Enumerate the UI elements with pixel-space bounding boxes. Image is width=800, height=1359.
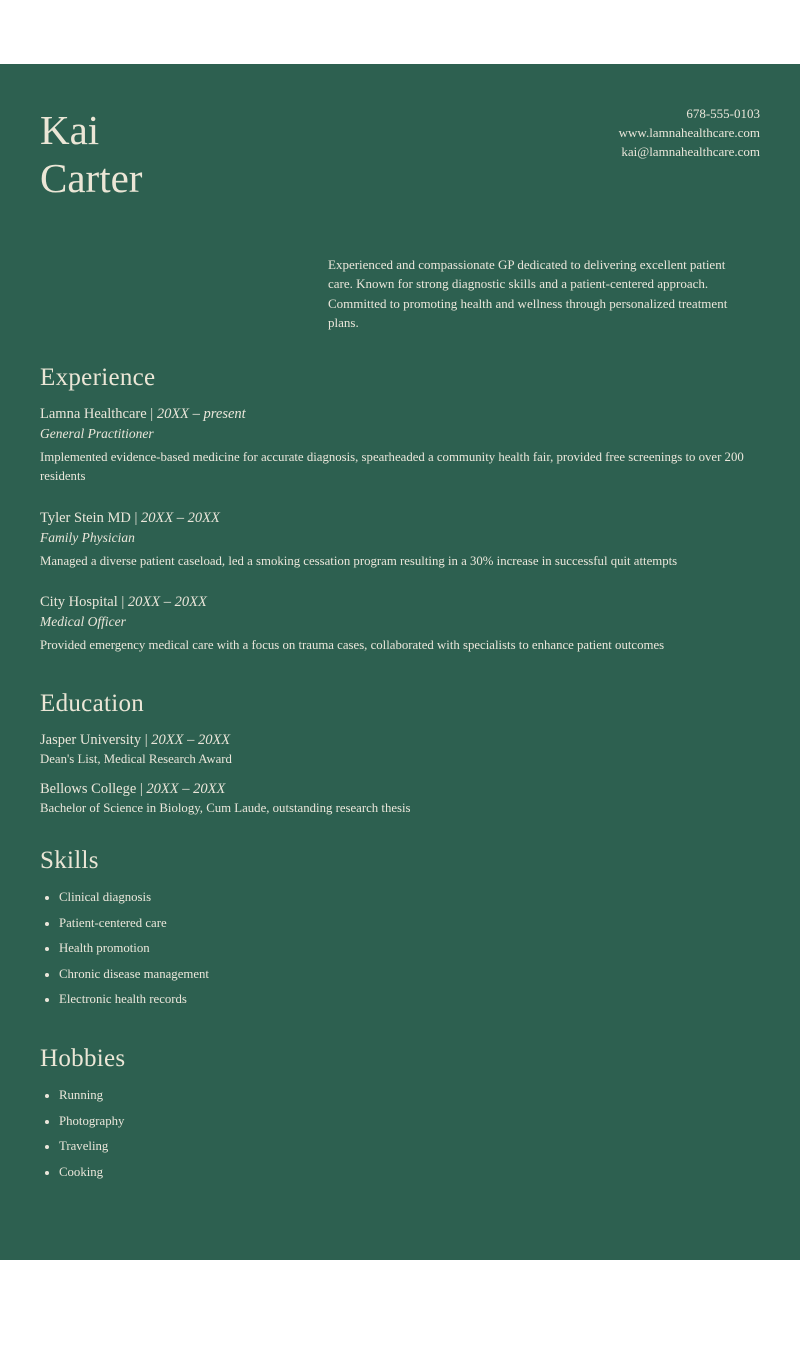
- last-name: Carter: [40, 155, 143, 201]
- job-role: Medical Officer: [40, 614, 126, 630]
- skill-item: Clinical diagnosis: [40, 885, 760, 911]
- skills-list: [40, 885, 760, 1013]
- job-role: Family Physician: [40, 529, 135, 545]
- hobbies-list: [40, 1083, 760, 1185]
- experience-item: [40, 593, 760, 655]
- hobby-item: Running: [40, 1083, 760, 1109]
- section-heading-skills: Skills: [40, 847, 99, 874]
- resume-page: [0, 64, 800, 1260]
- education-header: [40, 780, 760, 799]
- education-section: [40, 689, 760, 817]
- contact-phone: 678-555-0103: [686, 106, 760, 121]
- job-header: [40, 405, 760, 424]
- skill-item: Electronic health records: [40, 987, 760, 1013]
- skills-section: [40, 846, 760, 1013]
- job-dates: 20XX – present: [156, 406, 246, 422]
- education-item: [40, 731, 760, 768]
- job-company: City Hospital: [40, 594, 118, 611]
- education-separator: |: [136, 781, 147, 797]
- section-heading-hobbies: Hobbies: [40, 1045, 126, 1072]
- experience-section: [40, 363, 760, 656]
- job-company: Tyler Stein MD: [40, 509, 131, 526]
- job-description: Provided emergency medical care with a focus on trauma cases, collaborated with specialists to enhance patient outcomes: [40, 638, 665, 653]
- education-separator: |: [141, 732, 152, 748]
- job-description: Implemented evidence-based medicine for accurate diagnosis, spearheaded a community health fair, provided free screenings to over 200 residents: [40, 450, 744, 484]
- contact-info: [619, 104, 760, 161]
- profile-summary: Experienced and compassionate GP dedicated to delivering excellent patient care. Known for strong diagnostic skills and a patient-centered approach. Committed to promoting health and wellness through personalized treatment plans.: [328, 257, 728, 331]
- first-name: Kai: [40, 107, 100, 153]
- job-role: General Practitioner: [40, 426, 154, 441]
- education-school: Jasper University: [40, 732, 142, 748]
- hobby-item: Photography: [40, 1109, 760, 1135]
- education-header: [40, 731, 760, 750]
- contact-email: kai@lamnahealthcare.com: [621, 144, 760, 159]
- experience-item: [40, 405, 760, 487]
- experience-item: [40, 509, 760, 571]
- job-dates: 20XX – 20XX: [140, 509, 220, 526]
- job-description: Managed a diverse patient caseload, led a smoking cessation program resulting in a 30% increase in successful quit attempts: [40, 553, 678, 568]
- job-separator: |: [146, 406, 157, 422]
- education-details: Bachelor of Science in Biology, Cum Laude, outstanding research thesis: [40, 801, 411, 815]
- job-dates: 20XX – 20XX: [127, 594, 207, 611]
- candidate-name: [40, 106, 142, 202]
- job-separator: |: [130, 509, 141, 526]
- hobby-item: Traveling: [40, 1134, 760, 1160]
- skill-item: Chronic disease management: [40, 962, 760, 988]
- job-separator: |: [117, 594, 128, 611]
- skill-item: Health promotion: [40, 936, 760, 962]
- hobby-item: Cooking: [40, 1160, 760, 1186]
- education-item: [40, 780, 760, 817]
- contact-website: www.lamnahealthcare.com: [618, 125, 760, 140]
- job-company: Lamna Healthcare: [40, 406, 147, 422]
- education-details: Dean's List, Medical Research Award: [40, 752, 232, 766]
- section-heading-education: Education: [40, 690, 145, 717]
- skill-item: Patient-centered care: [40, 911, 760, 937]
- education-dates: 20XX – 20XX: [146, 781, 226, 797]
- hobbies-section: [40, 1044, 760, 1185]
- section-heading-experience: Experience: [40, 364, 156, 391]
- education-dates: 20XX – 20XX: [151, 732, 231, 748]
- job-header: [40, 509, 760, 528]
- education-school: Bellows College: [40, 781, 137, 797]
- job-header: [40, 593, 760, 612]
